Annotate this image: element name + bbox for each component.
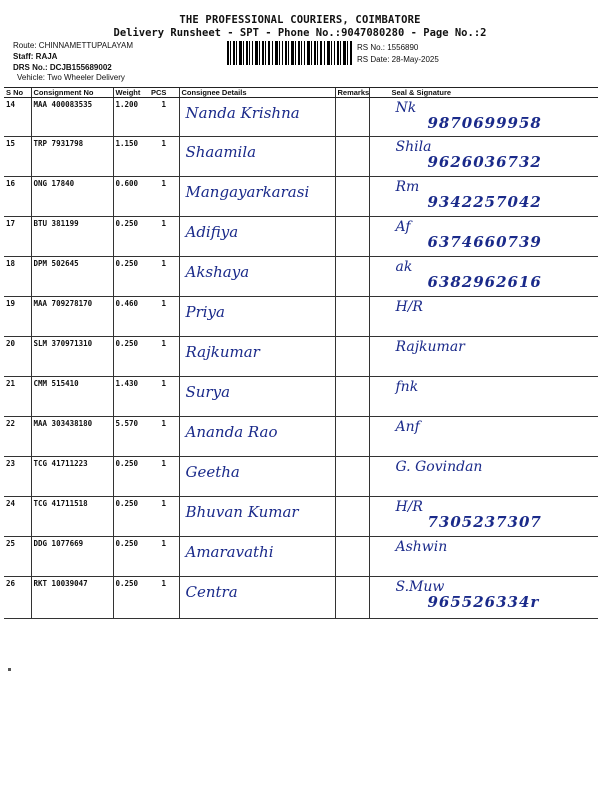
col-sno-header: S No bbox=[4, 88, 31, 98]
table-row bbox=[4, 497, 598, 537]
remarks-cell bbox=[335, 377, 369, 417]
signature-cell bbox=[369, 457, 598, 497]
consignee-name bbox=[179, 337, 335, 377]
pcs-count: 1 bbox=[149, 457, 179, 497]
weight-value: 0.250 bbox=[113, 457, 149, 497]
consignee-name bbox=[179, 98, 335, 137]
table-row bbox=[4, 257, 598, 297]
handwritten-signature: Anf bbox=[395, 419, 420, 435]
consignee-name bbox=[179, 457, 335, 497]
handwritten-consignee: Amaravathi bbox=[185, 543, 274, 561]
handwritten-signature: ak bbox=[395, 259, 413, 275]
vehicle-label: Vehicle: Two Wheeler Delivery bbox=[17, 73, 125, 82]
handwritten-consignee: Centra bbox=[185, 583, 238, 601]
pcs-count: 1 bbox=[149, 217, 179, 257]
row-sno: 20 bbox=[4, 337, 31, 377]
handwritten-signature: Shila bbox=[395, 139, 432, 155]
handwritten-phone: 9342257042 bbox=[427, 193, 542, 211]
table-row bbox=[4, 577, 598, 619]
consignee-name bbox=[179, 177, 335, 217]
row-sno: 16 bbox=[4, 177, 31, 217]
row-sno: 15 bbox=[4, 137, 31, 177]
table-row bbox=[4, 217, 598, 257]
row-sno: 22 bbox=[4, 417, 31, 457]
pcs-count: 1 bbox=[149, 377, 179, 417]
signature-cell bbox=[369, 257, 598, 297]
margin-mark bbox=[8, 668, 11, 671]
handwritten-phone: 6374660739 bbox=[427, 233, 542, 251]
remarks-cell bbox=[335, 137, 369, 177]
handwritten-consignee: Surya bbox=[185, 383, 231, 401]
weight-value: 0.250 bbox=[113, 577, 149, 619]
consignee-name bbox=[179, 537, 335, 577]
signature-cell bbox=[369, 137, 598, 177]
weight-value: 0.250 bbox=[113, 257, 149, 297]
consignment-no: MAA 400083535 bbox=[31, 98, 113, 137]
handwritten-signature: H/R bbox=[395, 499, 423, 515]
consignment-no: DPM 502645 bbox=[31, 257, 113, 297]
pcs-count: 1 bbox=[149, 297, 179, 337]
consignment-no: SLM 370971310 bbox=[31, 337, 113, 377]
pcs-count: 1 bbox=[149, 497, 179, 537]
signature-cell bbox=[369, 577, 598, 619]
signature-cell bbox=[369, 377, 598, 417]
handwritten-signature: fnk bbox=[395, 379, 419, 395]
signature-cell bbox=[369, 217, 598, 257]
remarks-cell bbox=[335, 297, 369, 337]
signature-cell bbox=[369, 177, 598, 217]
handwritten-consignee: Shaamila bbox=[185, 143, 257, 161]
weight-value: 1.430 bbox=[113, 377, 149, 417]
row-sno: 25 bbox=[4, 537, 31, 577]
col-consignment-header: Consignment No bbox=[31, 88, 113, 98]
handwritten-consignee: Adifiya bbox=[185, 223, 239, 241]
handwritten-phone: 965526334r bbox=[427, 593, 540, 611]
handwritten-phone: 7305237307 bbox=[427, 513, 542, 531]
rs-number: RS No.: 1556890 bbox=[357, 43, 419, 52]
handwritten-consignee: Ananda Rao bbox=[185, 423, 278, 441]
row-sno: 19 bbox=[4, 297, 31, 337]
weight-value: 0.250 bbox=[113, 497, 149, 537]
handwritten-consignee: Nanda Krishna bbox=[185, 104, 300, 122]
remarks-cell bbox=[335, 177, 369, 217]
weight-value: 0.600 bbox=[113, 177, 149, 217]
runsheet-table bbox=[4, 87, 598, 619]
row-sno: 17 bbox=[4, 217, 31, 257]
table-row bbox=[4, 337, 598, 377]
consignee-name bbox=[179, 257, 335, 297]
table-row bbox=[4, 457, 598, 497]
handwritten-consignee: Akshaya bbox=[185, 263, 250, 281]
row-sno: 18 bbox=[4, 257, 31, 297]
staff-label: Staff: RAJA bbox=[13, 52, 58, 61]
weight-value: 0.250 bbox=[113, 337, 149, 377]
col-pcs-header: PCS bbox=[149, 88, 179, 98]
handwritten-signature: Ashwin bbox=[395, 539, 448, 555]
rs-date: RS Date: 28-May-2025 bbox=[357, 55, 439, 64]
consignment-no: RKT 10039047 bbox=[31, 577, 113, 619]
consignee-name bbox=[179, 217, 335, 257]
table-row bbox=[4, 137, 598, 177]
signature-cell bbox=[369, 417, 598, 457]
consignee-name bbox=[179, 417, 335, 457]
consignee-name bbox=[179, 137, 335, 177]
handwritten-signature: Rajkumar bbox=[395, 339, 465, 355]
consignee-name bbox=[179, 297, 335, 337]
table-row bbox=[4, 297, 598, 337]
weight-value: 5.570 bbox=[113, 417, 149, 457]
consignment-no: TCG 41711223 bbox=[31, 457, 113, 497]
weight-value: 0.460 bbox=[113, 297, 149, 337]
consignment-no: ONG 17840 bbox=[31, 177, 113, 217]
table-header-row bbox=[4, 88, 598, 98]
signature-cell bbox=[369, 537, 598, 577]
company-title: THE PROFESSIONAL COURIERS, COIMBATORE bbox=[179, 14, 421, 26]
handwritten-signature: Nk bbox=[395, 100, 417, 116]
pcs-count: 1 bbox=[149, 577, 179, 619]
pcs-count: 1 bbox=[149, 417, 179, 457]
row-sno: 26 bbox=[4, 577, 31, 619]
row-sno: 24 bbox=[4, 497, 31, 537]
handwritten-consignee: Priya bbox=[185, 303, 225, 321]
remarks-cell bbox=[335, 257, 369, 297]
handwritten-phone: 9870699958 bbox=[427, 114, 542, 132]
handwritten-signature: G. Govindan bbox=[395, 459, 483, 475]
weight-value: 1.200 bbox=[113, 98, 149, 137]
col-seal-header: Seal & Signature bbox=[369, 88, 598, 98]
signature-cell bbox=[369, 497, 598, 537]
col-weight-header: Weight bbox=[113, 88, 149, 98]
remarks-cell bbox=[335, 497, 369, 537]
pcs-count: 1 bbox=[149, 137, 179, 177]
handwritten-phone: 6382962616 bbox=[427, 273, 542, 291]
table-row bbox=[4, 98, 598, 137]
handwritten-signature: H/R bbox=[395, 299, 423, 315]
signature-cell bbox=[369, 297, 598, 337]
col-consignee-header: Consignee Details bbox=[179, 88, 335, 98]
remarks-cell bbox=[335, 537, 369, 577]
weight-value: 0.250 bbox=[113, 217, 149, 257]
handwritten-signature: Af bbox=[395, 219, 411, 235]
runsheet-subtitle: Delivery Runsheet - SPT - Phone No.:9047080280 - Page No.:2 bbox=[113, 27, 487, 39]
pcs-count: 1 bbox=[149, 257, 179, 297]
handwritten-consignee: Rajkumar bbox=[185, 343, 260, 361]
handwritten-signature: Rm bbox=[395, 179, 420, 195]
col-remarks-header: Remarks bbox=[335, 88, 369, 98]
table-row bbox=[4, 417, 598, 457]
pcs-count: 1 bbox=[149, 98, 179, 137]
remarks-cell bbox=[335, 457, 369, 497]
consignee-name bbox=[179, 497, 335, 537]
consignment-no: MAA 709278170 bbox=[31, 297, 113, 337]
consignment-no: TCG 41711518 bbox=[31, 497, 113, 537]
remarks-cell bbox=[335, 217, 369, 257]
table-row bbox=[4, 377, 598, 417]
pcs-count: 1 bbox=[149, 537, 179, 577]
handwritten-phone: 9626036732 bbox=[427, 153, 542, 171]
pcs-count: 1 bbox=[149, 177, 179, 217]
row-sno: 21 bbox=[4, 377, 31, 417]
remarks-cell bbox=[335, 577, 369, 619]
row-sno: 14 bbox=[4, 98, 31, 137]
consignee-name bbox=[179, 377, 335, 417]
consignment-no: TRP 7931798 bbox=[31, 137, 113, 177]
handwritten-signature: S.Muw bbox=[395, 579, 445, 595]
consignment-no: BTU 381199 bbox=[31, 217, 113, 257]
consignee-name bbox=[179, 577, 335, 619]
remarks-cell bbox=[335, 417, 369, 457]
consignment-no: CMM 515410 bbox=[31, 377, 113, 417]
weight-value: 1.150 bbox=[113, 137, 149, 177]
remarks-cell bbox=[335, 98, 369, 137]
row-sno: 23 bbox=[4, 457, 31, 497]
signature-cell bbox=[369, 98, 598, 137]
table-row bbox=[4, 177, 598, 217]
remarks-cell bbox=[335, 337, 369, 377]
handwritten-consignee: Geetha bbox=[185, 463, 240, 481]
pcs-count: 1 bbox=[149, 337, 179, 377]
weight-value: 0.250 bbox=[113, 537, 149, 577]
barcode-image bbox=[227, 41, 353, 65]
drs-label: DRS No.: DCJB155689002 bbox=[13, 63, 112, 72]
handwritten-consignee: Mangayarkarasi bbox=[185, 183, 310, 201]
signature-cell bbox=[369, 337, 598, 377]
consignment-no: DDG 1077669 bbox=[31, 537, 113, 577]
table-row bbox=[4, 537, 598, 577]
route-label: Route: CHINNAMETTUPALAYAM bbox=[13, 41, 134, 50]
consignment-no: MAA 303438180 bbox=[31, 417, 113, 457]
handwritten-consignee: Bhuvan Kumar bbox=[185, 503, 299, 521]
